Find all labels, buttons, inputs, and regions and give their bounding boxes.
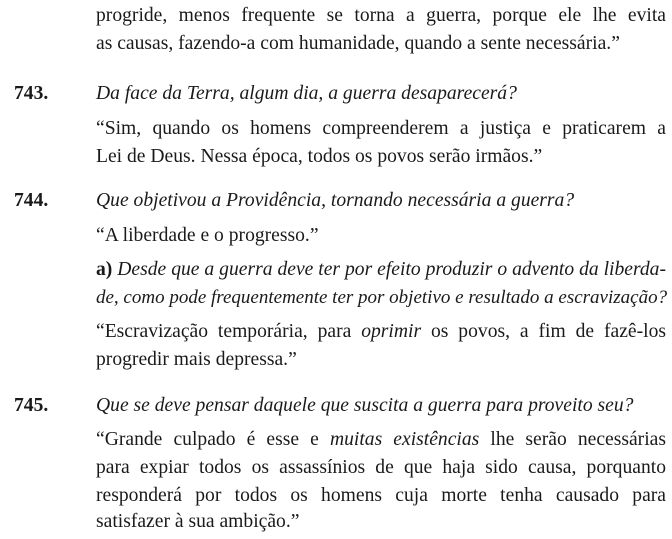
question-745: Que se deve pensar daquele que suscita a guerra para proveito seu? <box>96 395 634 416</box>
question-744: Que objetivou a Providência, tornando necessária a guerra? <box>96 190 575 211</box>
subquestion-744a-text-1: Desde que a guerra deve ter por efeito produzir o advento da liberda- <box>117 259 666 280</box>
answer-744a-text-b: os povos, a fim de fazê-los <box>421 321 667 342</box>
answer-744a-text-a: “Escravização temporária, para <box>96 321 362 342</box>
answer-744a-line-2: progredir mais depressa.” <box>96 349 297 370</box>
answer-745-text-b: lhe serão necessárias <box>479 429 666 450</box>
question-743: Da face da Terra, algum dia, a guerra desaparecerá? <box>96 83 517 104</box>
answer-744a-line-1 <box>96 319 666 345</box>
question-number-744: 744. <box>14 190 49 211</box>
answer-745-line-1 <box>96 427 666 453</box>
answer-743-line-2: Lei de Deus. Nessa época, todos os povos serão irmãos.” <box>96 146 543 167</box>
answer-745-line-3: responderá por todos os homens cuja morte tenha causado para <box>96 485 666 506</box>
subquestion-744a-line-1 <box>96 257 666 283</box>
answer-745-emphasis: muitas existências <box>329 429 480 450</box>
answer-745-line-4: satisfazer à sua ambição.” <box>96 511 300 532</box>
intro-line-2: as causas, fazendo-a com humanidade, quando a sente necessária.” <box>96 33 620 54</box>
subquestion-744a-line-2: de, como pode frequentemente ter por objetivo e resultado a escravização? <box>96 287 668 308</box>
answer-744: “A liberdade e o progresso.” <box>96 225 319 246</box>
question-number-743: 743. <box>14 83 49 104</box>
intro-line-1: progride, menos frequente se torna a guerra, porque ele lhe evita <box>96 5 666 26</box>
answer-744a-emphasis: oprimir <box>361 321 422 342</box>
answer-743-line-1: “Sim, quando os homens compreenderem a justiça e praticarem a <box>96 118 666 139</box>
question-number-745: 745. <box>14 395 49 416</box>
answer-745-text-a: “Grande culpado é esse e <box>96 429 330 450</box>
subquestion-letter: a) <box>96 259 113 280</box>
answer-745-line-2: para expiar todos os assassínios de que haja sido causa, porquanto <box>96 457 666 478</box>
